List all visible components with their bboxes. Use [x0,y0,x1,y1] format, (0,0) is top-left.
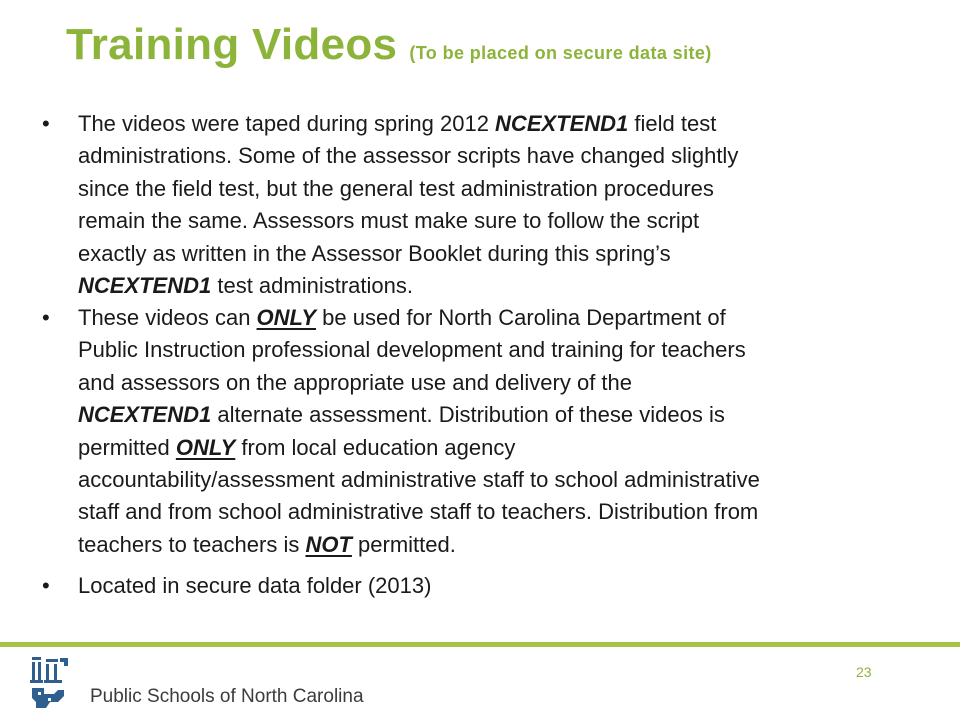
bullet-2-line [78,404,725,426]
text-segment: from local education agency [235,434,516,460]
bullet-2-line [78,434,516,460]
text-segment: Located in secure data folder (2013) [78,573,432,598]
page-number: 23 [856,664,872,680]
underline-text: NOT [305,531,352,557]
text-segment: Public Instruction professional development and training for teachers [78,337,746,363]
bullet-1-line [78,275,413,297]
bullet-2-line [78,339,746,361]
organization-name: Public Schools of North Carolina [90,686,364,707]
text-segment: staff and from school administrative staff to teachers. Distribution from [78,499,759,525]
bullet-2-line [78,469,760,491]
text-segment: permitted [78,434,176,460]
bullet-1-line [78,145,738,167]
emphasis-underlined [305,532,351,557]
bullet-1-line [78,175,714,201]
title-subtitle: (To be placed on secure data site) [409,43,712,63]
emphasis-underlined [257,305,316,330]
bullet-marker: • [42,305,50,330]
bullet-marker: • [42,573,50,598]
emphasis-underlined [176,435,235,460]
text-segment: be used for North Carolina Department of [316,305,726,330]
bullet-1-line [78,210,699,232]
text-segment: remain the same. Assessors must make sure to follow the script [78,208,700,234]
bullet-2-line [78,501,758,523]
text-segment: field test [628,111,717,136]
bullet-1-line [78,113,716,135]
footer-divider [0,642,960,647]
text-segment: alternate assessment. Distribution of these videos is [211,402,725,428]
text-segment: administrations. Some of the assessor scripts have changed slightly [78,143,739,169]
text-segment: These videos can [78,305,257,330]
bullet-2-line [78,307,726,329]
text-segment: test administrations. [211,273,413,298]
bullet-marker: • [42,111,50,136]
text-segment: since the field test, but the general test administration procedures [78,175,714,201]
bullet-2-line [78,369,633,395]
emphasis-term: NCEXTEND1 [495,111,629,136]
bullet-3-line [78,575,431,597]
emphasis-term: NCEXTEND1 [78,273,212,298]
emphasis-term: NCEXTEND1 [78,402,212,428]
bullet-1-line [78,240,671,266]
text-segment: permitted. [351,531,456,557]
text-segment: The videos were taped during spring 2012 [78,111,496,136]
ncdpi-logo-icon [30,656,70,712]
underline-text: ONLY [175,434,236,460]
text-segment: and assessors on the appropriate use and delivery of the [78,369,633,395]
bullet-2-line [78,531,456,557]
text-segment: teachers to teachers is [78,531,306,557]
text-segment: exactly as written in the Assessor Booklet during this spring’s [78,240,671,266]
title-main: Training Videos [66,20,398,69]
underline-text: ONLY [256,305,317,330]
text-segment: accountability/assessment administrative staff to school administrative [78,467,760,492]
